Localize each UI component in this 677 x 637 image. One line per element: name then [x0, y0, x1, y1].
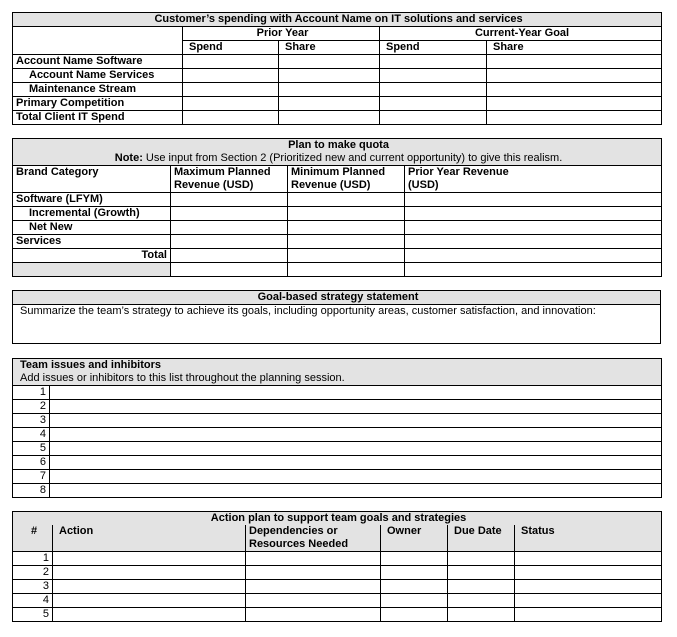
goal-spend-cell[interactable] [380, 83, 487, 97]
current-year-goal-header: Current-Year Goal [380, 27, 662, 41]
goal-share-cell[interactable] [487, 69, 662, 83]
issue-entry[interactable] [50, 484, 662, 498]
goal-share-cell[interactable] [487, 97, 662, 111]
status-cell[interactable] [515, 608, 662, 622]
dependencies-cell[interactable] [246, 552, 381, 566]
row-label: Total Client IT Spend [13, 111, 183, 125]
issue-entry[interactable] [50, 400, 662, 414]
max-revenue-total[interactable] [171, 249, 288, 263]
due-date-cell[interactable] [448, 608, 515, 622]
goal-spend-header: Spend [380, 41, 487, 55]
dependencies-cell[interactable] [246, 580, 381, 594]
issue-entry[interactable] [50, 442, 662, 456]
action-number: 4 [13, 594, 53, 608]
row-label: Account Name Software [13, 55, 183, 69]
max-revenue-cell[interactable] [171, 193, 288, 207]
issues-title: Team issues and inhibitors [13, 359, 662, 373]
status-cell[interactable] [515, 566, 662, 580]
goal-spend-cell[interactable] [380, 55, 487, 69]
action-number: 5 [13, 608, 53, 622]
min-revenue-cell[interactable] [288, 207, 405, 221]
min-revenue-cell[interactable] [288, 221, 405, 235]
due-date-cell[interactable] [448, 580, 515, 594]
dependencies-cell[interactable] [246, 566, 381, 580]
dependencies-header: Dependencies or Resources Needed [246, 525, 381, 552]
issues-instructions: Add issues or inhibitors to this list throughout the planning session. [13, 372, 662, 386]
quota-footer-cell [13, 263, 171, 277]
issue-number: 5 [13, 442, 50, 456]
prior-spend-cell[interactable] [183, 111, 279, 125]
goal-share-cell[interactable] [487, 55, 662, 69]
row-label: Account Name Services [13, 69, 183, 83]
brand-category-header: Brand Category [13, 166, 171, 193]
min-revenue-cell[interactable] [288, 235, 405, 249]
issue-entry[interactable] [50, 386, 662, 400]
prior-spend-cell[interactable] [183, 55, 279, 69]
quota-note [13, 152, 662, 166]
action-number: 3 [13, 580, 53, 594]
number-header: # [13, 525, 53, 552]
status-cell[interactable] [515, 552, 662, 566]
strategy-text-area[interactable] [13, 305, 661, 344]
quota-footer-cell [405, 263, 662, 277]
quota-footer-cell [288, 263, 405, 277]
owner-cell[interactable] [381, 566, 448, 580]
action-cell[interactable] [53, 552, 246, 566]
due-date-cell[interactable] [448, 552, 515, 566]
row-label: Primary Competition [13, 97, 183, 111]
quota-plan-table [12, 138, 662, 277]
issues-table [12, 358, 662, 498]
issue-number: 3 [13, 414, 50, 428]
owner-cell[interactable] [381, 594, 448, 608]
prior-revenue-total[interactable] [405, 249, 662, 263]
min-revenue-header: Minimum Planned Revenue (USD) [288, 166, 405, 193]
strategy-prompt: Summarize the team’s strategy to achieve its goals, including opportunity areas, customer satisfaction, and innovation: [20, 305, 596, 317]
prior-spend-header: Spend [183, 41, 279, 55]
action-cell[interactable] [53, 580, 246, 594]
owner-header: Owner [381, 525, 448, 552]
spending-title: Customer’s spending with Account Name on IT solutions and services [13, 13, 662, 27]
goal-share-header: Share [487, 41, 662, 55]
quota-note-label: Note: [114, 152, 143, 164]
max-revenue-header: Maximum Planned Revenue (USD) [171, 166, 288, 193]
brand-row-label: Net New [13, 221, 171, 235]
issue-number: 8 [13, 484, 50, 498]
owner-cell[interactable] [381, 552, 448, 566]
goal-spend-cell[interactable] [380, 111, 487, 125]
goal-share-cell[interactable] [487, 111, 662, 125]
action-cell[interactable] [53, 594, 246, 608]
prior-revenue-header: Prior Year Revenue (USD) [405, 166, 662, 193]
min-revenue-cell[interactable] [288, 193, 405, 207]
prior-share-cell[interactable] [279, 69, 380, 83]
prior-share-cell[interactable] [279, 111, 380, 125]
min-revenue-total[interactable] [288, 249, 405, 263]
owner-cell[interactable] [381, 580, 448, 594]
row-label: Maintenance Stream [13, 83, 183, 97]
prior-spend-cell[interactable] [183, 69, 279, 83]
action-plan-table [12, 511, 662, 622]
brand-row-label: Services [13, 235, 171, 249]
goal-share-cell[interactable] [487, 83, 662, 97]
max-revenue-cell[interactable] [171, 221, 288, 235]
action-number: 2 [13, 566, 53, 580]
prior-revenue-cell[interactable] [405, 207, 662, 221]
issue-number: 6 [13, 456, 50, 470]
prior-share-cell[interactable] [279, 97, 380, 111]
customer-spending-table [12, 12, 662, 125]
prior-year-header: Prior Year [183, 27, 380, 41]
issue-entry[interactable] [50, 456, 662, 470]
status-cell[interactable] [515, 580, 662, 594]
spending-corner-cell [13, 27, 183, 55]
due-date-header: Due Date [448, 525, 515, 552]
quota-note-text: Use input from Section 2 (Prioritized new and current opportunity) to give this realism. [142, 152, 563, 164]
total-label: Total [13, 249, 171, 263]
prior-share-header: Share [279, 41, 380, 55]
issue-entry[interactable] [50, 414, 662, 428]
dependencies-cell[interactable] [246, 608, 381, 622]
status-cell[interactable] [515, 594, 662, 608]
max-revenue-cell[interactable] [171, 235, 288, 249]
strategy-title: Goal-based strategy statement [13, 291, 661, 305]
status-header: Status [515, 525, 662, 552]
prior-share-cell[interactable] [279, 83, 380, 97]
prior-revenue-cell[interactable] [405, 193, 662, 207]
max-revenue-cell[interactable] [171, 207, 288, 221]
prior-revenue-cell[interactable] [405, 221, 662, 235]
owner-cell[interactable] [381, 608, 448, 622]
brand-row-label: Incremental (Growth) [13, 207, 171, 221]
action-plan-title: Action plan to support team goals and strategies [13, 512, 662, 526]
brand-row-label: Software (LFYM) [13, 193, 171, 207]
prior-share-cell[interactable] [279, 55, 380, 69]
quota-title: Plan to make quota [13, 139, 662, 153]
action-header: Action [53, 525, 246, 552]
issue-number: 2 [13, 400, 50, 414]
prior-revenue-cell[interactable] [405, 235, 662, 249]
issue-number: 7 [13, 470, 50, 484]
quota-footer-cell [171, 263, 288, 277]
dependencies-cell[interactable] [246, 594, 381, 608]
due-date-cell[interactable] [448, 594, 515, 608]
strategy-table [12, 290, 661, 344]
prior-spend-cell[interactable] [183, 83, 279, 97]
issue-entry[interactable] [50, 428, 662, 442]
issue-entry[interactable] [50, 470, 662, 484]
issue-number: 1 [13, 386, 50, 400]
action-cell[interactable] [53, 566, 246, 580]
action-cell[interactable] [53, 608, 246, 622]
issue-number: 4 [13, 428, 50, 442]
goal-spend-cell[interactable] [380, 97, 487, 111]
due-date-cell[interactable] [448, 566, 515, 580]
prior-spend-cell[interactable] [183, 97, 279, 111]
action-number: 1 [13, 552, 53, 566]
goal-spend-cell[interactable] [380, 69, 487, 83]
